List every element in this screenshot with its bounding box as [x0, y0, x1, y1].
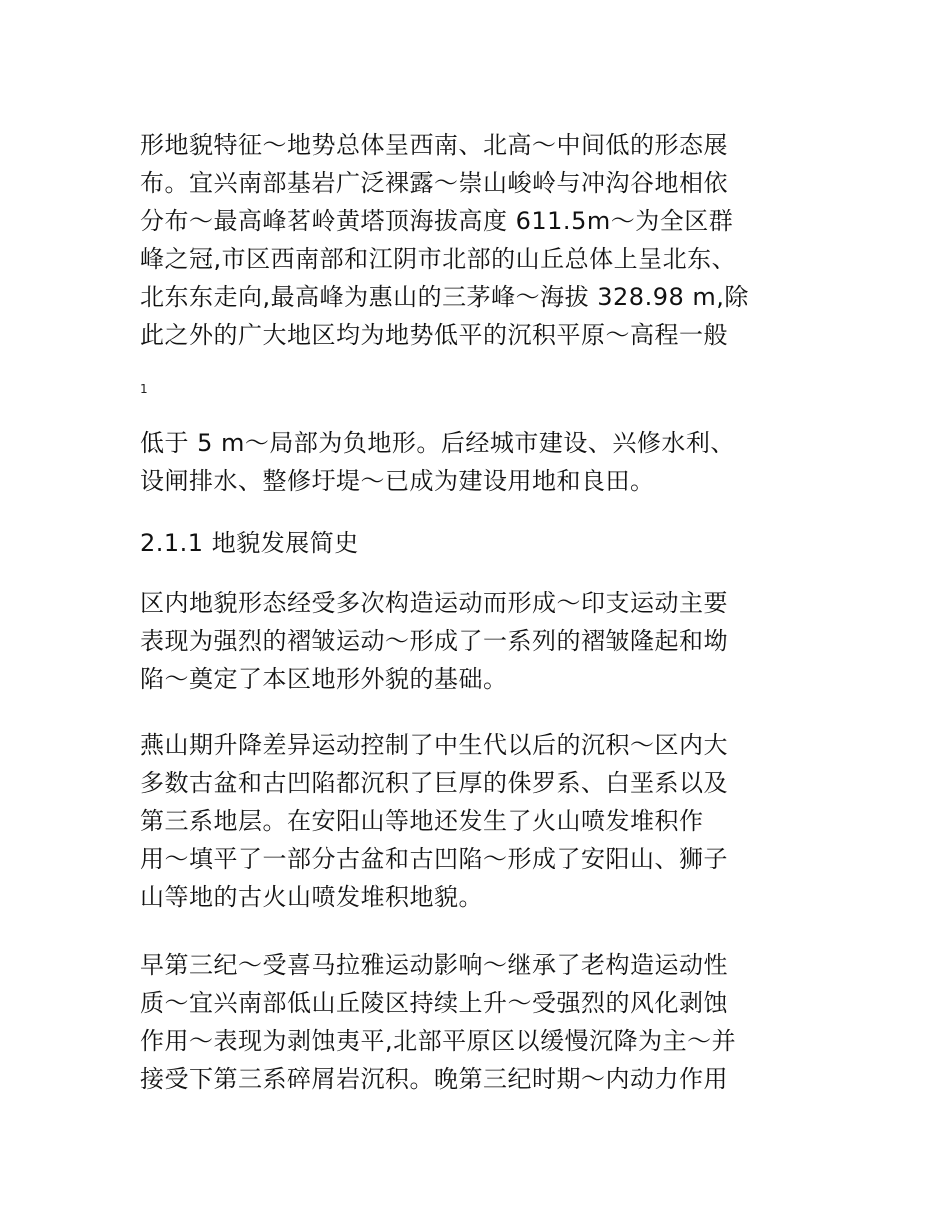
- paragraph-4-line-4: 用～填平了一部分古盆和古凹陷～形成了安阳山、狮子: [140, 845, 728, 873]
- paragraph-1-line-2: 布。宜兴南部基岩广泛裸露～崇山峻岭与冲沟谷地相依: [140, 169, 728, 197]
- paragraph-1-line-4: 峰之冠,市区西南部和江阴市北部的山丘总体上呈北东、: [140, 245, 737, 273]
- paragraph-3-line-2: 表现为强烈的褶皱运动～形成了一系列的褶皱隆起和坳: [140, 627, 728, 655]
- paragraph-4-line-1: 燕山期升降差异运动控制了中生代以后的沉积～区内大: [140, 731, 728, 759]
- paragraph-1-line-6: 此之外的广大地区均为地势低平的沉积平原～高程一般: [140, 321, 728, 349]
- paragraph-1-line-3: 分布～最高峰茗岭黄塔顶海拔高度 611.5m～为全区群: [140, 207, 734, 235]
- paragraph-1-line-5: 北东东走向,最高峰为惠山的三茅峰～海拔 328.98 m,除: [140, 283, 749, 311]
- paragraph-1-line-1: 形地貌特征～地势总体呈西南、北高～中间低的形态展: [140, 131, 728, 159]
- paragraph-5-line-2: 质～宜兴南部低山丘陵区持续上升～受强烈的风化剥蚀: [140, 989, 728, 1017]
- paragraph-2-line-1: 低于 5 m～局部为负地形。后经城市建设、兴修水利、: [140, 429, 735, 457]
- section-heading: 2.1.1 地貌发展简史: [140, 529, 359, 557]
- paragraph-2-line-2: 设闸排水、整修圩堤～已成为建设用地和良田。: [140, 467, 655, 495]
- footnote-marker: 1: [140, 382, 148, 396]
- paragraph-3-line-1: 区内地貌形态经受多次构造运动而形成～印支运动主要: [140, 589, 728, 617]
- paragraph-4-line-2: 多数古盆和古凹陷都沉积了巨厚的侏罗系、白垩系以及: [140, 769, 728, 797]
- paragraph-4-line-3: 第三系地层。在安阳山等地还发生了火山喷发堆积作: [140, 807, 704, 835]
- paragraph-5-line-3: 作用～表现为剥蚀夷平,北部平原区以缓慢沉降为主～并: [140, 1027, 737, 1055]
- paragraph-4-line-5: 山等地的古火山喷发堆积地貌。: [140, 883, 483, 911]
- paragraph-5-line-4: 接受下第三系碎屑岩沉积。晚第三纪时期～内动力作用: [140, 1065, 728, 1093]
- paragraph-3-line-3: 陷～奠定了本区地形外貌的基础。: [140, 665, 508, 693]
- paragraph-5-line-1: 早第三纪～受喜马拉雅运动影响～继承了老构造运动性: [140, 951, 728, 979]
